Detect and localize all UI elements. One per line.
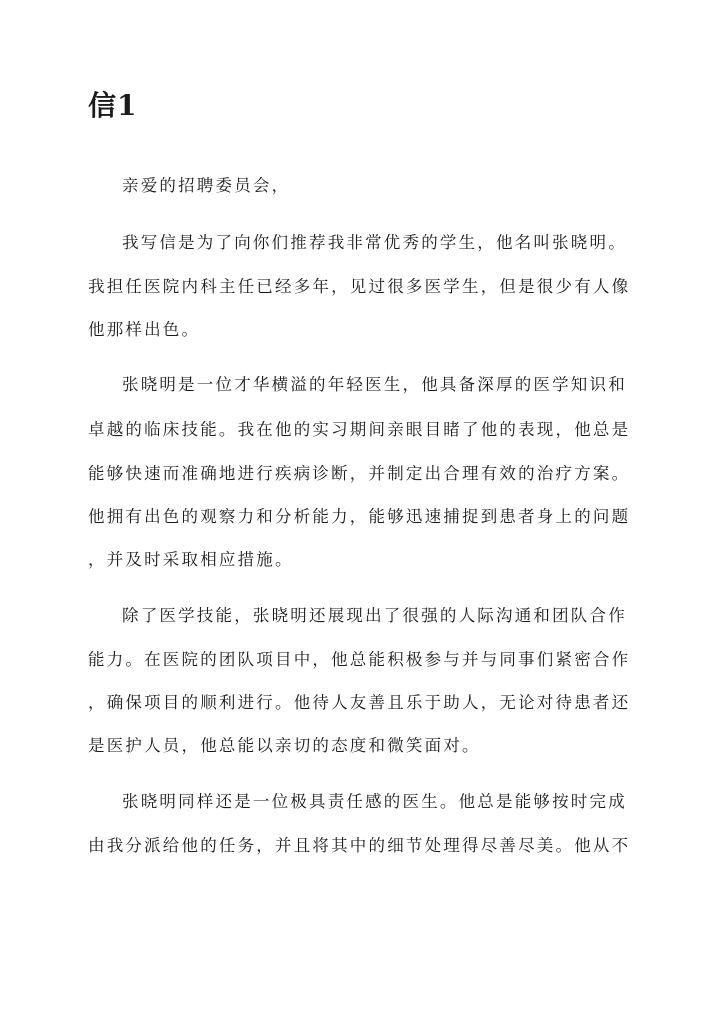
paragraph-4-line-1: 张晓明同样还是一位极具责任感的医生。他总是能够按时完成	[122, 792, 627, 811]
paragraph-1-line-2: 我担任医院内科主任已经多年，见过很多医学生，但是很少有人像	[88, 277, 631, 296]
salutation: 亲爱的招聘委员会，	[122, 176, 291, 195]
paragraph-4-line-2: 由我分派给他的任务，并且将其中的细节处理得尽善尽美。他从不	[88, 836, 631, 855]
paragraph-1-line-3: 他那样出色。	[88, 320, 201, 339]
paragraph-3-line-3: ，确保项目的顺利进行。他待人友善且乐于助人，无论对待患者还	[88, 693, 631, 712]
paragraph-2-line-1: 张晓明是一位才华横溢的年轻医生，他具备深厚的医学知识和	[122, 375, 627, 394]
paragraph-2-line-2: 卓越的临床技能。我在他的实习期间亲眼目睹了他的表现，他总是	[88, 420, 631, 439]
paragraph-2-line-5: ，并及时采取相应措施。	[88, 550, 294, 569]
paragraph-1-line-1: 我写信是为了向你们推荐我非常优秀的学生，他名叫张晓明。	[122, 233, 627, 252]
letter-title: 信1	[88, 89, 138, 122]
paragraph-2-line-3: 能够快速而准确地进行疾病诊断，并制定出合理有效的治疗方案。	[88, 464, 631, 483]
paragraph-3-line-4: 是医护人员，他总能以亲切的态度和微笑面对。	[88, 736, 481, 755]
paragraph-2-line-4: 他拥有出色的观察力和分析能力，能够迅速捕捉到患者身上的问题	[88, 507, 631, 526]
paragraph-3-line-2: 能力。在医院的团队项目中，他总能积极参与并与同事们紧密合作	[88, 650, 631, 669]
paragraph-3-line-1: 除了医学技能，张晓明还展现出了很强的人际沟通和团队合作	[122, 606, 627, 625]
